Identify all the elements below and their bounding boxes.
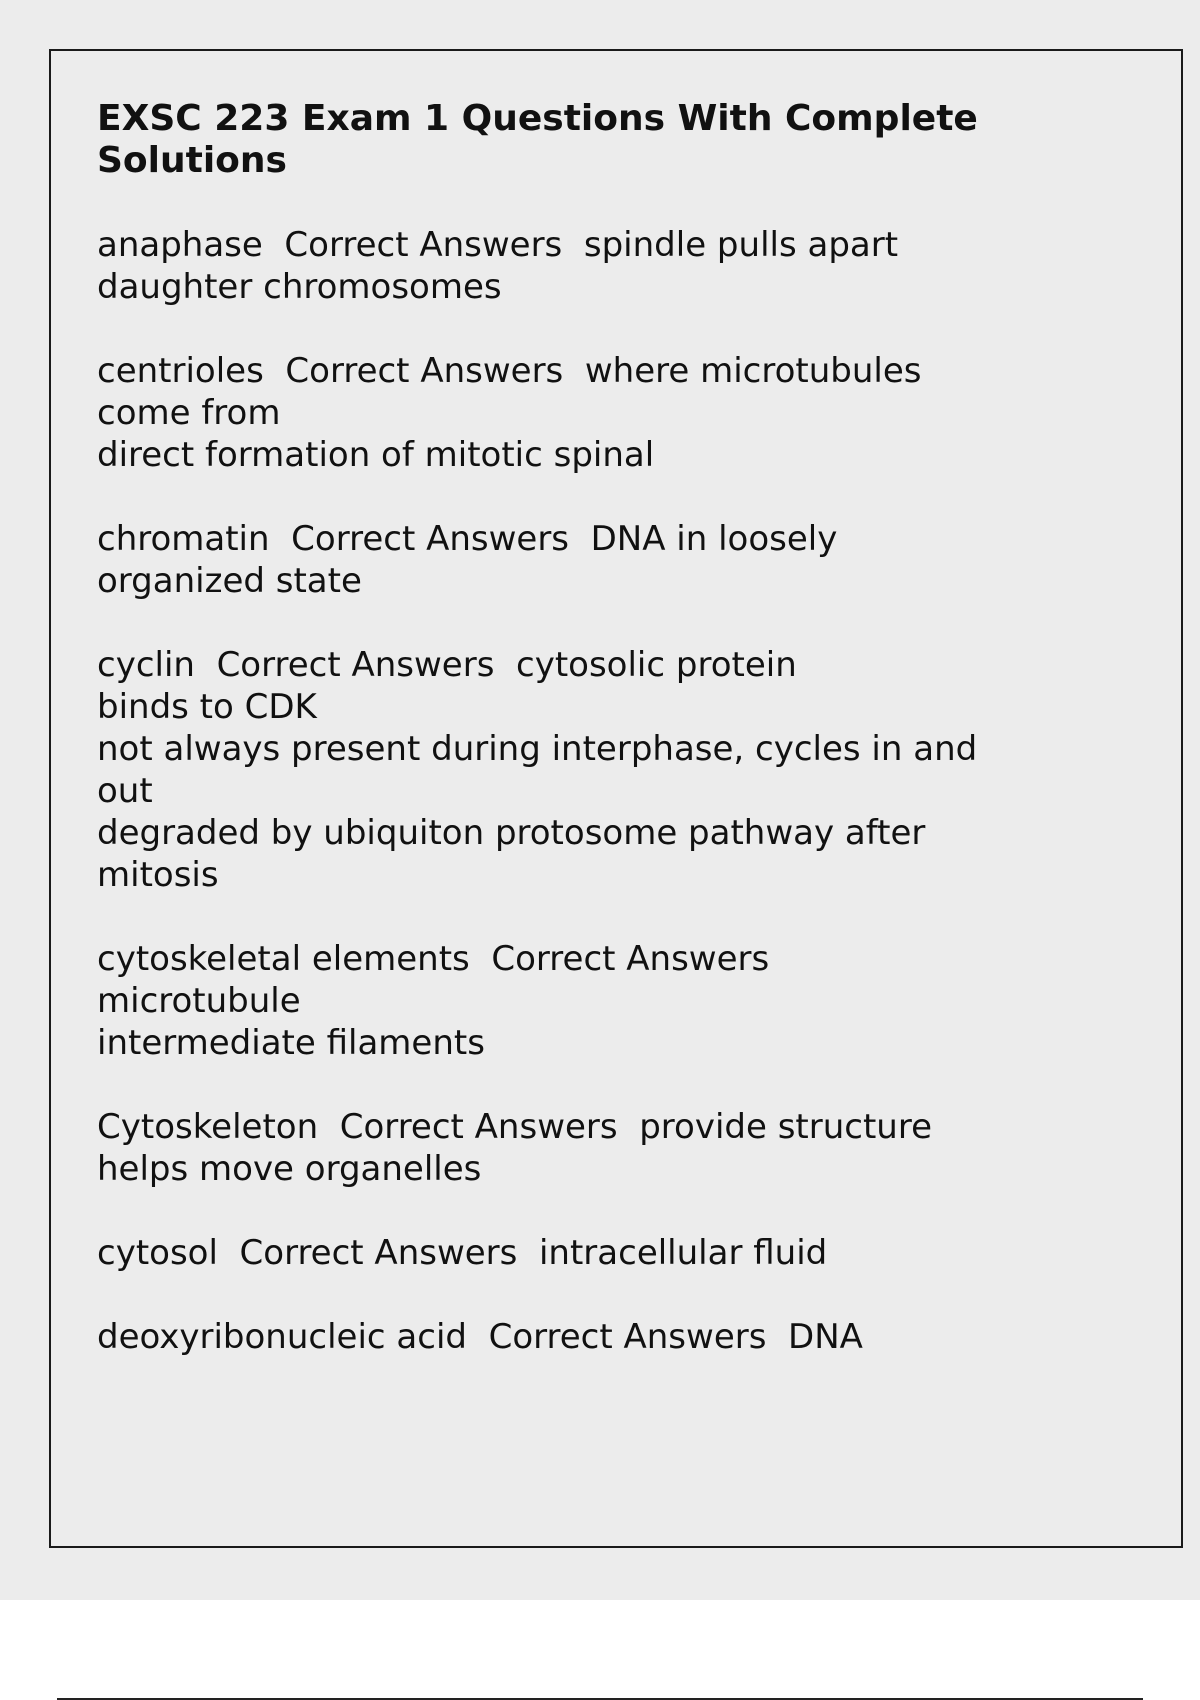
entry-line: organized state bbox=[97, 561, 362, 601]
qa-entry-cyclin bbox=[97, 644, 1097, 896]
qa-entry-anaphase bbox=[97, 224, 1097, 308]
entry-line: chromatin Correct Answers DNA in loosely bbox=[97, 519, 838, 559]
entry-line: cytosol Correct Answers intracellular fluid bbox=[97, 1233, 828, 1273]
entry-line: come from bbox=[97, 393, 281, 433]
entry-line: intermediate filaments bbox=[97, 1023, 485, 1063]
entry-line: daughter chromosomes bbox=[97, 267, 502, 307]
entry-line: out bbox=[97, 771, 153, 811]
entry-line: helps move organelles bbox=[97, 1149, 482, 1189]
qa-entry-chromatin bbox=[97, 518, 1097, 602]
qa-entry-cytoskeletal-elements bbox=[97, 938, 1097, 1064]
qa-entry-cytoskeleton bbox=[97, 1106, 1097, 1190]
entry-line: anaphase Correct Answers spindle pulls apart bbox=[97, 225, 899, 265]
entry-line: cyclin Correct Answers cytosolic protein bbox=[97, 645, 797, 685]
qa-entry-deoxyribonucleic-acid bbox=[97, 1316, 1097, 1358]
entry-line: centrioles Correct Answers where microtubules bbox=[97, 351, 922, 391]
entry-line: Cytoskeleton Correct Answers provide structure bbox=[97, 1107, 933, 1147]
entry-line: mitosis bbox=[97, 855, 219, 895]
entry-line: cytoskeletal elements Correct Answers bbox=[97, 939, 770, 979]
entry-line: microtubule bbox=[97, 981, 301, 1021]
entry-line: degraded by ubiquiton protosome pathway after bbox=[97, 813, 926, 853]
entry-line: not always present during interphase, cycles in and bbox=[97, 729, 978, 769]
entry-line: binds to CDK bbox=[97, 687, 317, 727]
entry-line: direct formation of mitotic spinal bbox=[97, 435, 655, 475]
document-content bbox=[97, 98, 1097, 1400]
qa-entry-cytosol bbox=[97, 1232, 1097, 1274]
document-title: EXSC 223 Exam 1 Questions With Complete Solutions bbox=[97, 98, 978, 181]
entry-line: deoxyribonucleic acid Correct Answers DNA bbox=[97, 1317, 863, 1357]
qa-entry-centrioles bbox=[97, 350, 1097, 476]
